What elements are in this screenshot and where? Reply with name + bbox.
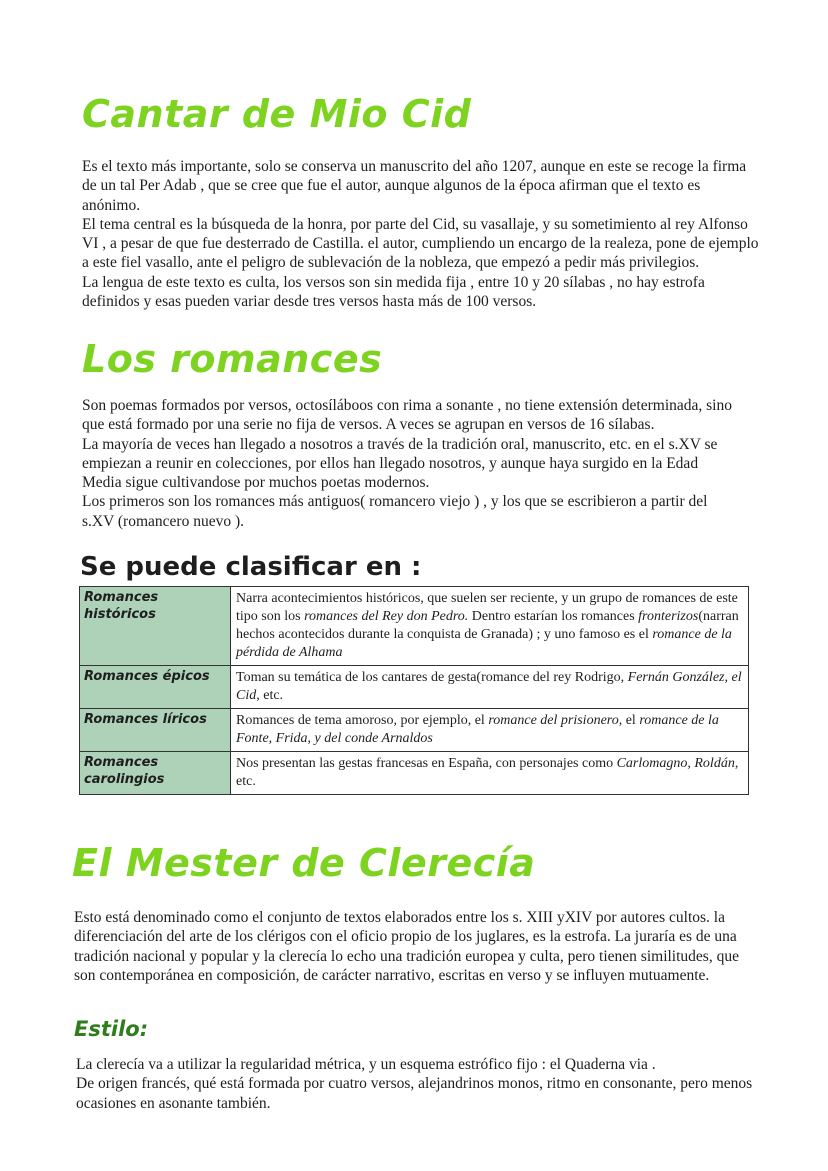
romances-paragraph-1: Son poemas formados por versos, octosíláboos con rima a sonante , no tiene extensión determinada, sino que está formado por una serie no fija de versos. A veces se agrupan en versos de 16 sílabas. xyxy=(82,397,732,434)
romances-body xyxy=(82,396,732,531)
category-cell: Romances carolingios xyxy=(80,752,231,795)
category-cell: Romances líricos xyxy=(80,709,231,752)
mester-title: El Mester de Clerecía xyxy=(72,841,536,885)
description-cell: Toman su temática de los cantares de gesta(romance del rey Rodrigo, Fernán González, el Cid, etc. xyxy=(231,666,749,709)
estilo-paragraph-1: La clerecía va a utilizar la regularidad métrica, y un esquema estrófico fijo : el Quaderna via . xyxy=(76,1056,656,1073)
classification-heading: Se puede clasificar en : xyxy=(80,552,422,582)
category-cell: Romances épicos xyxy=(80,666,231,709)
estilo-body xyxy=(76,1055,756,1113)
table-row xyxy=(80,752,749,795)
mester-body xyxy=(74,908,754,985)
table-row xyxy=(80,587,749,666)
table-row xyxy=(80,709,749,752)
category-cell: Romances históricos xyxy=(80,587,231,666)
estilo-heading: Estilo: xyxy=(74,1017,149,1041)
mester-paragraph-1: Esto está denominado como el conjunto de textos elaborados entre los s. XIII yXIV por autores cultos. la diferenciación del arte de los clérigos con el oficio propio de los juglares, es la estrofa. La juraría es de una tradición nacional y popular y la clerecía lo echo una tradición europea y culta, pero tienen similitudes, que son contemporánea en composición, de carácter narrativo, escritas en verso y se influyen mutuamente. xyxy=(74,909,739,984)
cantar-paragraph-1: Es el texto más importante, solo se conserva un manuscrito del año 1207, aunque en este se recoge la firma de un tal Per Adab , que se cree que fue el autor, aunque algunos de la época afirman que el texto es anónimo. xyxy=(82,158,747,214)
estilo-paragraph-2: De origen francés, qué está formada por cuatro versos, alejandrinos monos, ritmo en consonante, pero menos ocasiones en asonante también. xyxy=(76,1075,753,1112)
cantar-paragraph-3: La lengua de este texto es culta, los versos son sin medida fija , entre 10 y 20 sílabas , no hay estrofa definidos y esas pueden variar desde tres versos hasta más de 100 versos. xyxy=(82,273,705,311)
table-row xyxy=(80,666,749,709)
description-cell: Romances de tema amoroso, por ejemplo, el romance del prisionero, el romance de la Fonte, Frida, y del conde Arnaldos xyxy=(231,709,749,752)
cantar-title: Cantar de Mio Cid xyxy=(82,92,472,136)
romances-paragraph-3: Los primeros son los romances más antiguos( romancero viejo ) , y los que se escribieron a partir del s.XV (romancero nuevo ). xyxy=(82,493,708,530)
description-cell: Nos presentan las gestas francesas en España, con personajes como Carlomagno, Roldán, etc. xyxy=(231,752,749,795)
romances-paragraph-2: La mayoría de veces han llegado a nosotros a través de la tradición oral, manuscrito, etc. en el s.XV se empiezan a reunir en colecciones, por ellos han llegado nosotros, y aunque haya surgido en la Edad Media sigue cultivandose por muchos poetas modernos. xyxy=(82,435,718,492)
classification-table xyxy=(79,586,749,795)
romances-title: Los romances xyxy=(82,337,383,381)
cantar-paragraph-2: El tema central es la búsqueda de la honra, por parte del Cid, su vasallaje, y su sometimiento al rey Alfonso VI , a pesar de que fue desterrado de Castilla. el autor, cumpliendo un encargo de la realeza, pone de ejemplo a este fiel vasallo, ante el peligro de sublevación de la nobleza, que empezó a pedir más privilegios. xyxy=(82,215,759,272)
cantar-body xyxy=(82,157,762,311)
description-cell: Narra acontecimientos históricos, que suelen ser reciente, y un grupo de romances de este tipo son los romances del Rey don Pedro. Dentro estarían los romances fronterizos(narran hechos acontecidos durante la conquista de Granada) ; y uno famoso es el romance de la pérdida de Alhama xyxy=(231,587,749,666)
